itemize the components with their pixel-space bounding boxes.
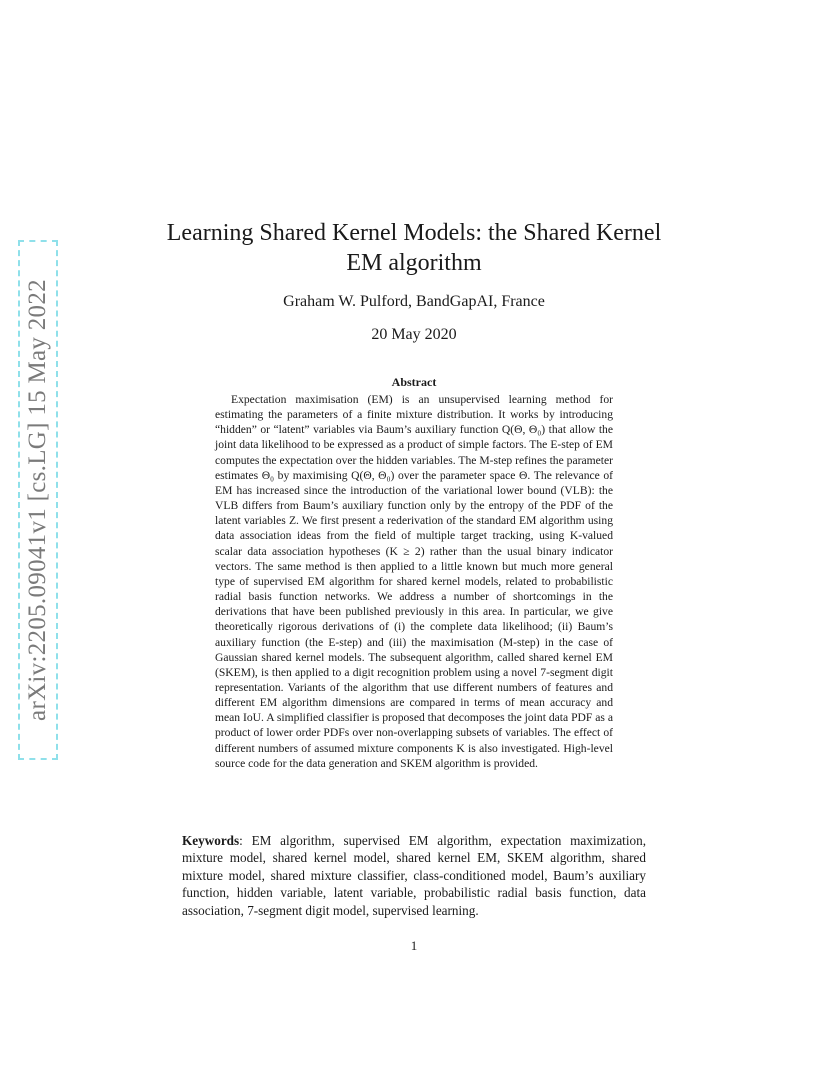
arxiv-identifier: arXiv:2205.09041v1 [cs.LG] 15 May 2022 [24, 279, 51, 721]
author-line: Graham W. Pulford, BandGapAI, France [283, 293, 545, 310]
abstract-body: Expectation maximisation (EM) is an unsupervised learning method for estimating the parameters of a finite mixture distribution. It works by introducing “hidden” or “latent” variables via Baum’s auxiliary function Q(Θ, Θ₀) that allow the joint data likelihood to be expressed as a product of simple factors. The E-step of EM computes the expectation over the hidden variables. The M-step refines the parameter estimates Θ₀ by maximising Q(Θ, Θ₀) over the parameter space Θ. The relevance of EM has increased since the introduction of the variational lower bound (VLB): the VLB differs from Baum’s auxiliary function only by the entropy of the PDF of the latent variables Z. We first present a rederivation of the standard EM algorithm using data association ideas from the field of multiple target tracking, using K-valued scalar data association hypotheses (K ≥ 2) rather than the usual binary indicator vectors. The same method is then applied to a little known but much more general type of supervised EM algorithm for shared kernel models, related to probabilistic radial basis function networks. We address a number of shortcomings in the derivations that have been published previously in this area. In particular, we give theoretically rigorous derivations of (i) the complete data likelihood; (ii) Baum’s auxiliary function (the E-step) and (iii) the maximisation (M-step) in the case of Gaussian shared kernel models. The subsequent algorithm, called shared kernel EM (SKEM), is then applied to a digit recognition problem using a novel 7-segment digit representation. Variants of the algorithm that use different numbers of features and different EM algorithm dimensions are compared in terms of mean accuracy and mean IoU. A simplified classifier is proposed that decomposes the joint data PDF as a product of lower order PDFs over non-overlapping subsets of variables. The effect of different numbers of assumed mixture components K is also investigated. High-level source code for the data generation and SKEM algorithm is provided. [215, 393, 613, 770]
abstract-heading: Abstract [391, 375, 437, 389]
publication-date: 20 May 2020 [371, 326, 457, 343]
keywords-list: : EM algorithm, supervised EM algorithm, expectation maximization, mixture model, shared kernel model, shared kernel EM, SKEM algorithm, shared mixture model, shared mixture classifier, class-conditioned model, Baum’s auxiliary function, hidden variable, latent variable, probabilistic radial basis function, data association, 7-segment digit model, supervised learning. [182, 833, 646, 918]
page-number: 1 [410, 938, 418, 953]
keywords-label: Keywords [182, 833, 240, 848]
keywords-paragraph [182, 832, 646, 919]
arxiv-stamp [18, 240, 58, 760]
paper-title: Learning Shared Kernel Models: the Shared Kernel EM algorithm [166, 220, 662, 276]
